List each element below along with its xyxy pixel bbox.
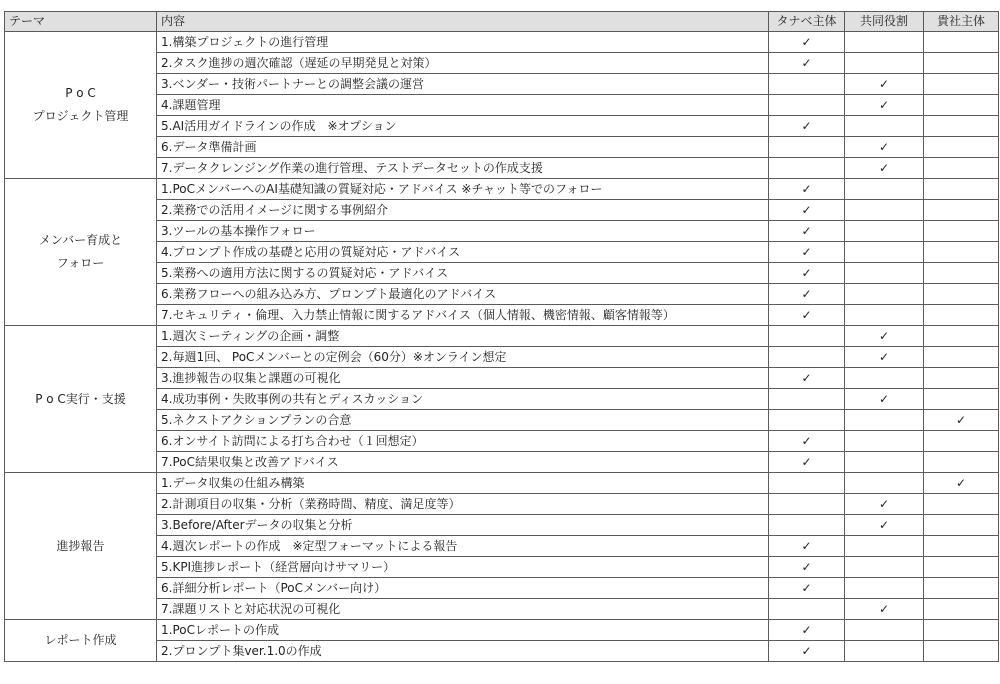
cell-joint bbox=[845, 410, 924, 431]
cell-client bbox=[924, 536, 999, 557]
cell-client bbox=[924, 515, 999, 536]
content-cell: 1.PoCメンバーへのAI基礎知識の質疑対応・アドバイス ※チャット等でのフォロー bbox=[157, 179, 769, 200]
cell-client bbox=[924, 431, 999, 452]
cell-joint bbox=[845, 116, 924, 137]
table-row bbox=[5, 32, 999, 53]
table-row bbox=[5, 620, 999, 641]
cell-client bbox=[924, 620, 999, 641]
cell-tanabe bbox=[769, 452, 845, 473]
content-cell: 3.ベンダー・技術パートナーとの調整会議の運営 bbox=[157, 74, 769, 95]
cell-client bbox=[924, 368, 999, 389]
check-mark-icon: ✓ bbox=[801, 539, 812, 553]
cell-tanabe bbox=[769, 494, 845, 515]
content-cell: 4.課題管理 bbox=[157, 95, 769, 116]
cell-tanabe bbox=[769, 116, 845, 137]
check-mark-icon: ✓ bbox=[878, 602, 890, 616]
check-mark-icon: ✓ bbox=[801, 266, 812, 280]
cell-client bbox=[924, 221, 999, 242]
content-cell: 6.データ準備計画 bbox=[157, 137, 769, 158]
cell-tanabe bbox=[769, 158, 845, 179]
check-mark-icon: ✓ bbox=[801, 287, 812, 301]
check-mark-icon: ✓ bbox=[878, 140, 890, 154]
content-cell: 2.タスク進捗の週次確認（遅延の早期発見と対策） bbox=[157, 53, 769, 74]
check-mark-icon: ✓ bbox=[801, 224, 812, 238]
cell-client bbox=[924, 473, 999, 494]
content-cell: 3.Before/Afterデータの収集と分析 bbox=[157, 515, 769, 536]
cell-tanabe bbox=[769, 284, 845, 305]
theme-label-line: プロジェクト管理 bbox=[32, 109, 129, 123]
cell-tanabe bbox=[769, 620, 845, 641]
cell-client bbox=[924, 179, 999, 200]
check-mark-icon: ✓ bbox=[878, 518, 890, 532]
header-theme: テーマ bbox=[5, 12, 157, 32]
check-mark-icon: ✓ bbox=[878, 77, 890, 91]
cell-joint bbox=[845, 53, 924, 74]
cell-client bbox=[924, 599, 999, 620]
content-cell: 2.計測項目の収集・分析（業務時間、精度、満足度等） bbox=[157, 494, 769, 515]
cell-tanabe bbox=[769, 641, 845, 662]
content-cell: 3.ツールの基本操作フォロー bbox=[157, 221, 769, 242]
content-cell: 4.週次レポートの作成 ※定型フォーマットによる報告 bbox=[157, 536, 769, 557]
cell-client bbox=[924, 263, 999, 284]
check-mark-icon: ✓ bbox=[878, 98, 890, 112]
check-mark-icon: ✓ bbox=[801, 581, 812, 595]
cell-client bbox=[924, 116, 999, 137]
cell-tanabe bbox=[769, 179, 845, 200]
content-cell: 2.プロンプト集ver.1.0の作成 bbox=[157, 641, 769, 662]
cell-client bbox=[924, 410, 999, 431]
check-mark-icon: ✓ bbox=[801, 35, 812, 49]
role-table bbox=[4, 11, 999, 662]
cell-client bbox=[924, 641, 999, 662]
check-mark-icon: ✓ bbox=[801, 245, 812, 259]
cell-joint bbox=[845, 473, 924, 494]
check-mark-icon: ✓ bbox=[801, 56, 812, 70]
content-cell: 2.毎週1回、 PoCメンバーとの定例会（60分）※オンライン想定 bbox=[157, 347, 769, 368]
content-cell: 7.データクレンジング作業の進行管理、テストデータセットの作成支援 bbox=[157, 158, 769, 179]
cell-joint bbox=[845, 242, 924, 263]
cell-joint bbox=[845, 578, 924, 599]
cell-joint bbox=[845, 74, 924, 95]
check-mark-icon: ✓ bbox=[801, 308, 812, 322]
cell-client bbox=[924, 242, 999, 263]
cell-tanabe bbox=[769, 326, 845, 347]
theme-cell bbox=[5, 32, 157, 179]
content-cell: 6.詳細分析レポート（PoCメンバー向け） bbox=[157, 578, 769, 599]
cell-client bbox=[924, 95, 999, 116]
cell-joint bbox=[845, 95, 924, 116]
cell-joint bbox=[845, 431, 924, 452]
content-cell: 1.データ収集の仕組み構築 bbox=[157, 473, 769, 494]
cell-tanabe bbox=[769, 431, 845, 452]
cell-joint bbox=[845, 158, 924, 179]
cell-client bbox=[924, 284, 999, 305]
check-mark-icon: ✓ bbox=[878, 329, 890, 343]
theme-cell bbox=[5, 326, 157, 473]
cell-client bbox=[924, 389, 999, 410]
content-cell: 2.業務での活用イメージに関する事例紹介 bbox=[157, 200, 769, 221]
cell-tanabe bbox=[769, 557, 845, 578]
check-mark-icon: ✓ bbox=[801, 434, 812, 448]
cell-client bbox=[924, 557, 999, 578]
theme-label-line: P o C bbox=[65, 86, 96, 100]
cell-client bbox=[924, 347, 999, 368]
cell-joint bbox=[845, 368, 924, 389]
cell-client bbox=[924, 578, 999, 599]
content-cell: 5.AI活用ガイドラインの作成 ※オプション bbox=[157, 116, 769, 137]
cell-client bbox=[924, 74, 999, 95]
cell-tanabe bbox=[769, 578, 845, 599]
table-row bbox=[5, 326, 999, 347]
cell-client bbox=[924, 32, 999, 53]
cell-tanabe bbox=[769, 473, 845, 494]
table-row bbox=[5, 179, 999, 200]
theme-label-line: メンバー育成と bbox=[38, 233, 123, 247]
cell-client bbox=[924, 494, 999, 515]
cell-tanabe bbox=[769, 410, 845, 431]
content-cell: 1.構築プロジェクトの進行管理 bbox=[157, 32, 769, 53]
check-mark-icon: ✓ bbox=[878, 392, 890, 406]
cell-client bbox=[924, 53, 999, 74]
theme-cell bbox=[5, 473, 157, 620]
cell-joint bbox=[845, 494, 924, 515]
content-cell: 4.成功事例・失敗事例の共有とディスカッション bbox=[157, 389, 769, 410]
cell-joint bbox=[845, 347, 924, 368]
cell-joint bbox=[845, 137, 924, 158]
cell-joint bbox=[845, 620, 924, 641]
cell-joint bbox=[845, 557, 924, 578]
check-mark-icon: ✓ bbox=[801, 560, 812, 574]
cell-joint bbox=[845, 641, 924, 662]
cell-client bbox=[924, 137, 999, 158]
cell-tanabe bbox=[769, 32, 845, 53]
check-mark-icon: ✓ bbox=[878, 161, 890, 175]
theme-cell bbox=[5, 179, 157, 326]
cell-tanabe bbox=[769, 599, 845, 620]
theme-label-line: レポート作成 bbox=[44, 633, 117, 647]
cell-tanabe bbox=[769, 389, 845, 410]
header-row bbox=[5, 12, 999, 32]
header-content: 内容 bbox=[157, 12, 769, 32]
cell-client bbox=[924, 200, 999, 221]
content-cell: 5.業務への適用方法に関するの質疑対応・アドバイス bbox=[157, 263, 769, 284]
content-cell: 7.PoC結果収集と改善アドバイス bbox=[157, 452, 769, 473]
cell-joint bbox=[845, 221, 924, 242]
cell-client bbox=[924, 452, 999, 473]
content-cell: 3.進捗報告の収集と課題の可視化 bbox=[157, 368, 769, 389]
cell-joint bbox=[845, 389, 924, 410]
cell-joint bbox=[845, 599, 924, 620]
check-mark-icon: ✓ bbox=[878, 350, 890, 364]
cell-tanabe bbox=[769, 95, 845, 116]
header-tanabe: タナベ主体 bbox=[769, 12, 845, 32]
content-cell: 6.オンサイト訪問による打ち合わせ（１回想定） bbox=[157, 431, 769, 452]
check-mark-icon: ✓ bbox=[801, 203, 812, 217]
cell-joint bbox=[845, 200, 924, 221]
check-mark-icon: ✓ bbox=[801, 371, 812, 385]
cell-tanabe bbox=[769, 515, 845, 536]
cell-joint bbox=[845, 452, 924, 473]
cell-tanabe bbox=[769, 221, 845, 242]
theme-label-line: フォロー bbox=[56, 256, 105, 270]
cell-joint bbox=[845, 536, 924, 557]
cell-tanabe bbox=[769, 305, 845, 326]
table-row bbox=[5, 473, 999, 494]
cell-joint bbox=[845, 284, 924, 305]
content-cell: 5.ネクストアクションプランの合意 bbox=[157, 410, 769, 431]
check-mark-icon: ✓ bbox=[801, 644, 812, 658]
check-mark-icon: ✓ bbox=[801, 455, 812, 469]
content-cell: 1.PoCレポートの作成 bbox=[157, 620, 769, 641]
cell-tanabe bbox=[769, 536, 845, 557]
check-mark-icon: ✓ bbox=[955, 476, 967, 490]
cell-joint bbox=[845, 326, 924, 347]
cell-tanabe bbox=[769, 347, 845, 368]
content-cell: 5.KPI進捗レポート（経営層向けサマリー） bbox=[157, 557, 769, 578]
cell-tanabe bbox=[769, 74, 845, 95]
cell-tanabe bbox=[769, 242, 845, 263]
cell-joint bbox=[845, 32, 924, 53]
table-body bbox=[5, 32, 999, 662]
theme-cell bbox=[5, 620, 157, 662]
theme-label-line: 進捗報告 bbox=[56, 538, 105, 553]
theme-label-line: P o C実行・支援 bbox=[35, 391, 126, 406]
cell-tanabe bbox=[769, 200, 845, 221]
check-mark-icon: ✓ bbox=[878, 497, 890, 511]
cell-client bbox=[924, 305, 999, 326]
header-client: 貴社主体 bbox=[924, 12, 999, 32]
cell-client bbox=[924, 326, 999, 347]
cell-client bbox=[924, 158, 999, 179]
header-joint: 共同役割 bbox=[845, 12, 924, 32]
check-mark-icon: ✓ bbox=[955, 413, 967, 427]
cell-joint bbox=[845, 305, 924, 326]
cell-tanabe bbox=[769, 263, 845, 284]
check-mark-icon: ✓ bbox=[801, 623, 812, 637]
content-cell: 4.プロンプト作成の基礎と応用の質疑対応・アドバイス bbox=[157, 242, 769, 263]
cell-tanabe bbox=[769, 137, 845, 158]
cell-joint bbox=[845, 263, 924, 284]
cell-joint bbox=[845, 179, 924, 200]
cell-joint bbox=[845, 515, 924, 536]
content-cell: 1.週次ミーティングの企画・調整 bbox=[157, 326, 769, 347]
check-mark-icon: ✓ bbox=[801, 119, 812, 133]
check-mark-icon: ✓ bbox=[801, 182, 812, 196]
content-cell: 6.業務フローへの組み込み方、プロンプト最適化のアドバイス bbox=[157, 284, 769, 305]
content-cell: 7.セキュリティ・倫理、入力禁止情報に関するアドバイス（個人情報、機密情報、顧客情報等） bbox=[157, 305, 769, 326]
content-cell: 7.課題リストと対応状況の可視化 bbox=[157, 599, 769, 620]
cell-tanabe bbox=[769, 53, 845, 74]
cell-tanabe bbox=[769, 368, 845, 389]
